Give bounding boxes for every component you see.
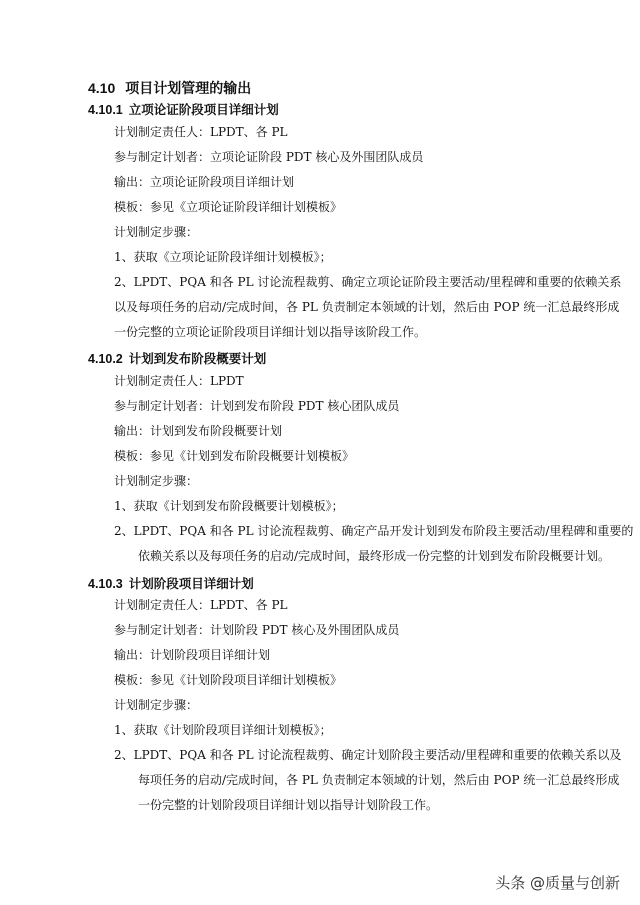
- section-number: 4.10: [88, 80, 116, 96]
- participants-line: 参与制定计划者：计划到发布阶段 PDT 核心团队成员: [114, 399, 400, 413]
- section-heading: [88, 78, 251, 98]
- step-2-continued: 一份完整的立项论证阶段项目详细计划以指导该阶段工作。: [114, 325, 427, 339]
- steps-label: 计划制定步骤：: [114, 474, 199, 488]
- output-line: 输出：立项论证阶段项目详细计划: [114, 175, 295, 189]
- output-line: 输出：计划阶段项目详细计划: [114, 648, 271, 662]
- step-1: 1、获取《计划阶段项目详细计划模板》；: [114, 723, 332, 737]
- subsection-number: 4.10.3: [88, 577, 123, 591]
- template-line: 模板：参见《计划到发布阶段概要计划模板》: [114, 449, 355, 463]
- step-2: 2、LPDT、PQA 和各 PL 讨论流程裁剪、确定立项论证阶段主要活动/里程碑和重要的依赖关系: [114, 275, 622, 289]
- responsible-line: 计划制定责任人：LPDT: [114, 374, 244, 388]
- subsection-heading: [88, 349, 266, 367]
- section-title: 项目计划管理的输出: [125, 81, 252, 97]
- steps-label: 计划制定步骤：: [114, 225, 199, 239]
- subsection-number: 4.10.2: [88, 352, 123, 366]
- step-2-continued: 以及每项任务的启动/完成时间，各 PL 负责制定本领域的计划，然后由 POP 统一汇总最终形成: [114, 300, 620, 314]
- output-line: 输出：计划到发布阶段概要计划: [114, 424, 283, 438]
- step-1: 1、获取《计划到发布阶段概要计划模板》；: [114, 499, 344, 513]
- subsection-heading: [88, 574, 254, 592]
- subsection-title: 计划到发布阶段概要计划: [128, 351, 267, 366]
- step-1: 1、获取《立项论证阶段详细计划模板》；: [114, 250, 332, 264]
- template-line: 模板：参见《立项论证阶段详细计划模板》: [114, 200, 343, 214]
- subsection-number: 4.10.1: [88, 103, 123, 117]
- participants-line: 参与制定计划者：计划阶段 PDT 核心及外围团队成员: [114, 623, 400, 637]
- watermark-text: 头条 @质量与创新: [495, 874, 620, 892]
- subsection-title: 立项论证阶段项目详细计划: [128, 102, 279, 117]
- responsible-line: 计划制定责任人：LPDT、各 PL: [114, 125, 288, 139]
- participants-line: 参与制定计划者：立项论证阶段 PDT 核心及外围团队成员: [114, 150, 424, 164]
- responsible-line: 计划制定责任人：LPDT、各 PL: [114, 598, 288, 612]
- step-2: 2、LPDT、PQA 和各 PL 讨论流程裁剪、确定计划阶段主要活动/里程碑和重要的依赖关系以及: [114, 748, 622, 762]
- step-2-continued: 每项任务的启动/完成时间，各 PL 负责制定本领域的计划，然后由 POP 统一汇总最终形成: [138, 773, 620, 787]
- subsection-title: 计划阶段项目详细计划: [128, 576, 254, 591]
- step-2-continued: 一份完整的计划阶段项目详细计划以指导计划阶段工作。: [138, 798, 439, 812]
- step-2: 2、LPDT、PQA 和各 PL 讨论流程裁剪、确定产品开发计划到发布阶段主要活动/里程碑和重要的: [114, 524, 634, 538]
- template-line: 模板：参见《计划阶段项目详细计划模板》: [114, 673, 343, 687]
- steps-label: 计划制定步骤：: [114, 698, 199, 712]
- subsection-heading: [88, 100, 279, 118]
- step-2-continued: 依赖关系以及每项任务的启动/完成时间，最终形成一份完整的计划到发布阶段概要计划。: [138, 549, 611, 563]
